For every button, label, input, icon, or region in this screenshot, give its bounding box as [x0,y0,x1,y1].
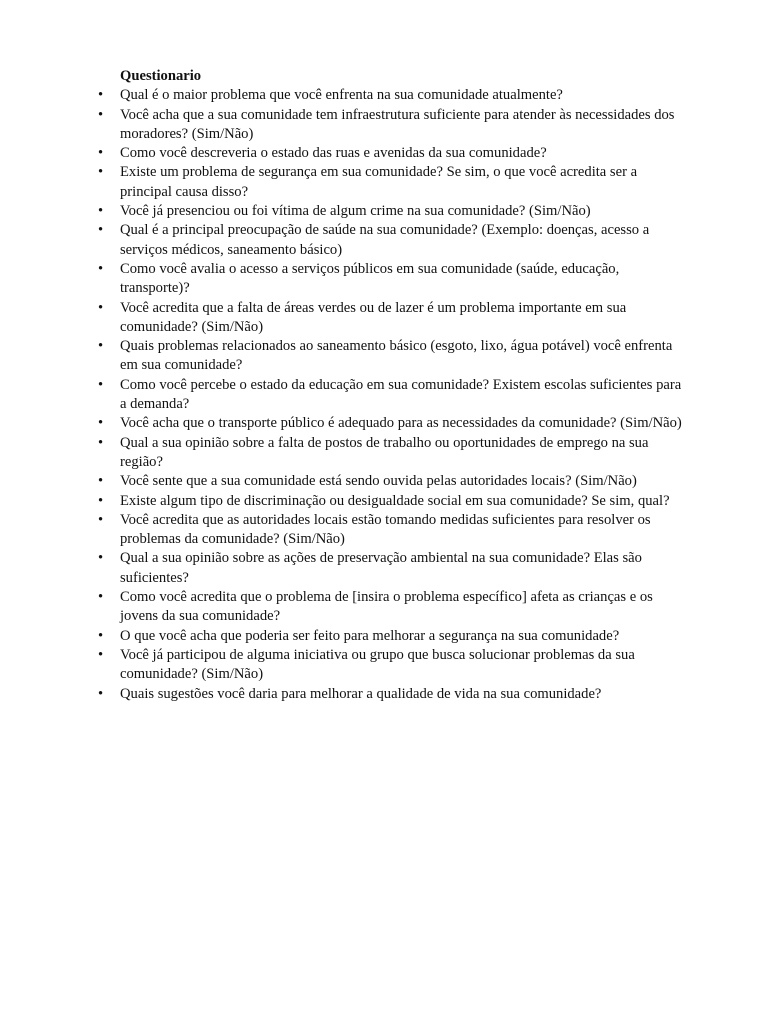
question-text: Você acredita que as autoridades locais estão tomando medidas suficientes para resolver os problemas da comunidade? (Sim/Não) [120,511,651,548]
question-text: Você sente que a sua comunidade está sendo ouvida pelas autoridades locais? (Sim/Não) [120,473,637,490]
bullet-icon: • [98,260,104,277]
bullet-icon: • [98,376,104,393]
bullet-icon: • [98,627,104,644]
question-text: Existe algum tipo de discriminação ou desigualdade social em sua comunidade? Se sim, qual? [120,492,670,509]
question-text: Você já participou de alguma iniciativa ou grupo que busca solucionar problemas da sua comunidade? (Sim/Não) [120,646,635,683]
question-item [98,221,688,260]
question-item [98,202,688,221]
question-item [98,414,688,433]
bullet-icon: • [98,299,104,316]
question-text: Como você percebe o estado da educação em sua comunidade? Existem escolas suficientes para a demanda? [120,376,682,413]
question-text: Como você acredita que o problema de [insira o problema específico] afeta as crianças e os jovens da sua comunidade? [120,589,653,625]
bullet-icon: • [98,550,104,567]
question-item [98,472,688,491]
question-text: Existe um problema de segurança em sua comunidade? Se sim, o que você acredita ser a principal causa disso? [120,164,638,200]
question-text: Você acha que a sua comunidade tem infraestrutura suficiente para atender às necessidades dos moradores? (Sim/Não) [120,106,675,142]
question-text: Você acredita que a falta de áreas verdes ou de lazer é um problema importante em sua comunidade? (Sim/Não) [120,299,627,335]
question-text: Como você avalia o acesso a serviços públicos em sua comunidade (saúde, educação, transporte)? [120,260,620,297]
question-item [98,337,688,376]
question-item [98,511,688,550]
bullet-icon: • [98,145,104,162]
question-item [98,646,688,685]
bullet-icon: • [98,646,104,663]
question-text: Você já presenciou ou foi vítima de algum crime na sua comunidade? (Sim/Não) [120,203,591,220]
question-text: Qual a sua opinião sobre a falta de postos de trabalho ou oportunidades de emprego na sua região? [120,434,649,470]
question-list [98,86,688,704]
bullet-icon: • [98,338,104,355]
bullet-icon: • [98,106,104,123]
question-text: Qual é a principal preocupação de saúde na sua comunidade? (Exemplo: doenças, acesso a serviços médicos, saneamento básico) [120,222,650,258]
question-text: Quais problemas relacionados ao saneamento básico (esgoto, lixo, água potável) você enfrenta em sua comunidade? [120,338,673,374]
question-item [98,106,688,145]
bullet-icon: • [98,87,104,104]
question-item [98,299,688,338]
bullet-icon: • [98,415,104,432]
bullet-icon: • [98,511,104,528]
bullet-icon: • [98,434,104,451]
question-text: Como você descreveria o estado das ruas e avenidas da sua comunidade? [120,145,547,162]
question-item [98,376,688,415]
bullet-icon: • [98,203,104,220]
question-item [98,163,688,202]
bullet-icon: • [98,492,104,509]
question-text: Quais sugestões você daria para melhorar a qualidade de vida na sua comunidade? [120,685,602,702]
question-item [98,434,688,473]
bullet-icon: • [98,473,104,490]
question-item [98,685,688,704]
question-text: Você acha que o transporte público é adequado para as necessidades da comunidade? (Sim/Não) [120,415,682,432]
document-title: Questionario [120,68,202,84]
question-item [98,588,688,627]
question-item [98,549,688,588]
question-text: O que você acha que poderia ser feito para melhorar a segurança na sua comunidade? [120,627,620,644]
question-item [98,144,688,163]
bullet-icon: • [98,589,104,606]
question-text: Qual a sua opinião sobre as ações de preservação ambiental na sua comunidade? Elas são suficientes? [120,550,642,586]
bullet-icon: • [98,222,104,239]
bullet-icon: • [98,164,104,181]
document-body [98,67,688,704]
bullet-icon: • [98,685,104,702]
question-item [98,492,688,511]
question-item [98,627,688,646]
question-item [98,260,688,299]
question-item [98,86,688,105]
question-text: Qual é o maior problema que você enfrenta na sua comunidade atualmente? [120,87,563,104]
